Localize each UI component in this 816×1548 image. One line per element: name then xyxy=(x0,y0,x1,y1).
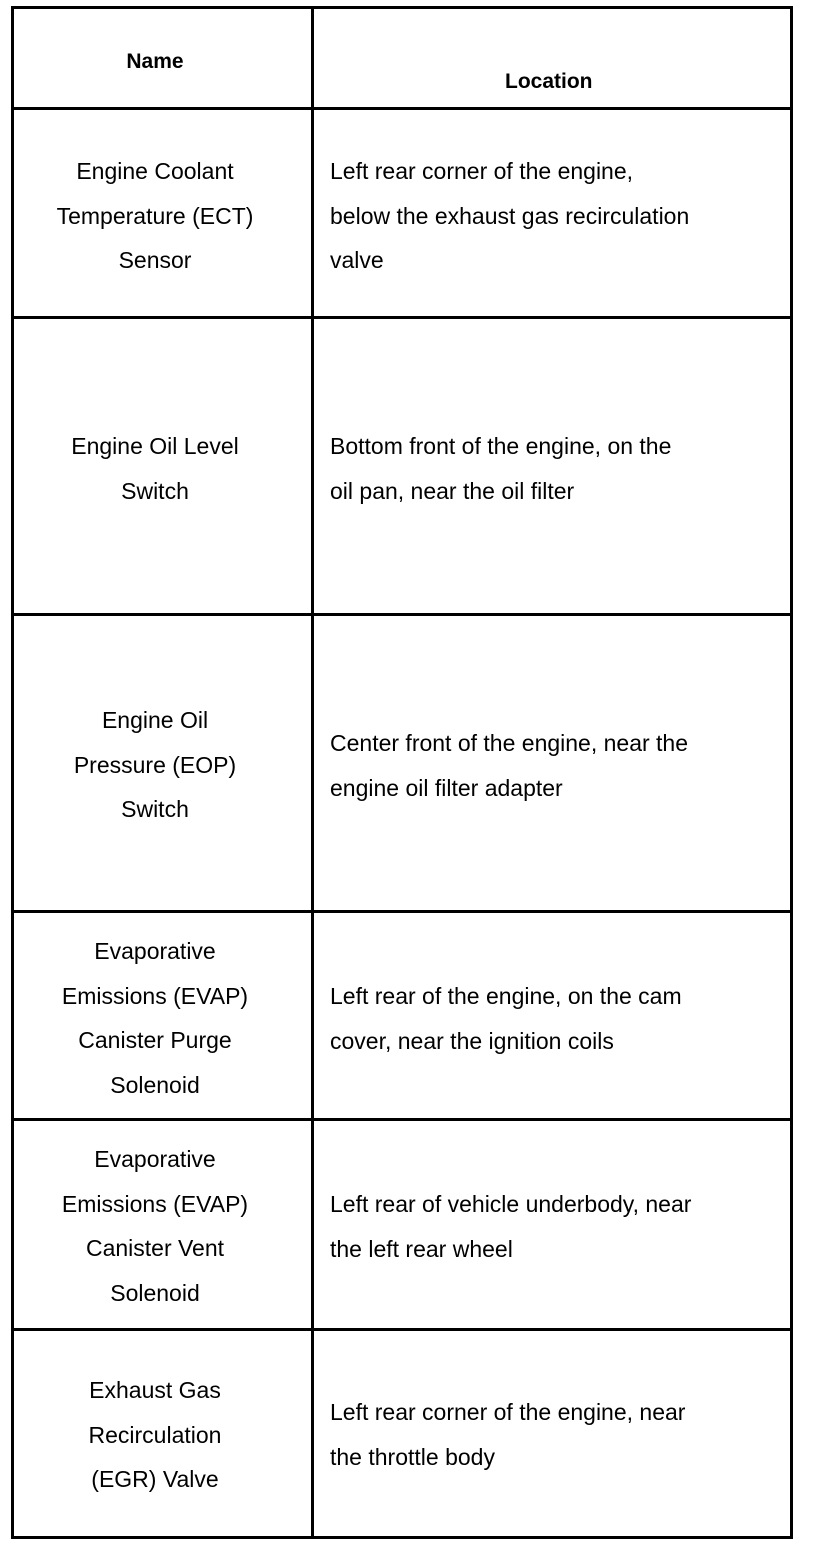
row-name: Evaporative Emissions (EVAP) Canister Purge Solenoid xyxy=(61,938,249,1098)
row-divider xyxy=(11,316,793,319)
row-location: Center front of the engine, near the engine oil filter adapter xyxy=(330,730,689,801)
row-name: Exhaust Gas Recirculation (EGR) Valve xyxy=(88,1377,222,1492)
row-divider xyxy=(11,1118,793,1121)
table-border-right xyxy=(790,6,793,1539)
header-location: Location xyxy=(505,70,593,93)
row-location: Left rear corner of the engine, below the exhaust gas recirculation valve xyxy=(330,158,690,273)
row-location: Bottom front of the engine, on the oil pan, near the oil filter xyxy=(330,433,672,504)
row-name: Evaporative Emissions (EVAP) Canister Vent Solenoid xyxy=(61,1146,249,1306)
column-divider xyxy=(311,6,314,1539)
header-name: Name xyxy=(126,50,184,73)
row-divider xyxy=(11,1328,793,1331)
row-divider xyxy=(11,107,793,110)
table-border-top xyxy=(11,6,793,9)
row-location: Left rear of the engine, on the cam cover, near the ignition coils xyxy=(330,983,682,1054)
row-name: Engine Coolant Temperature (ECT) Sensor xyxy=(56,158,254,273)
table-border-bottom xyxy=(11,1536,793,1539)
row-location: Left rear of vehicle underbody, near the left rear wheel xyxy=(330,1191,692,1262)
row-name: Engine Oil Level Switch xyxy=(71,433,239,504)
row-divider xyxy=(11,613,793,616)
row-location: Left rear corner of the engine, near the throttle body xyxy=(330,1399,686,1470)
row-name: Engine Oil Pressure (EOP) Switch xyxy=(73,707,237,822)
row-divider xyxy=(11,910,793,913)
